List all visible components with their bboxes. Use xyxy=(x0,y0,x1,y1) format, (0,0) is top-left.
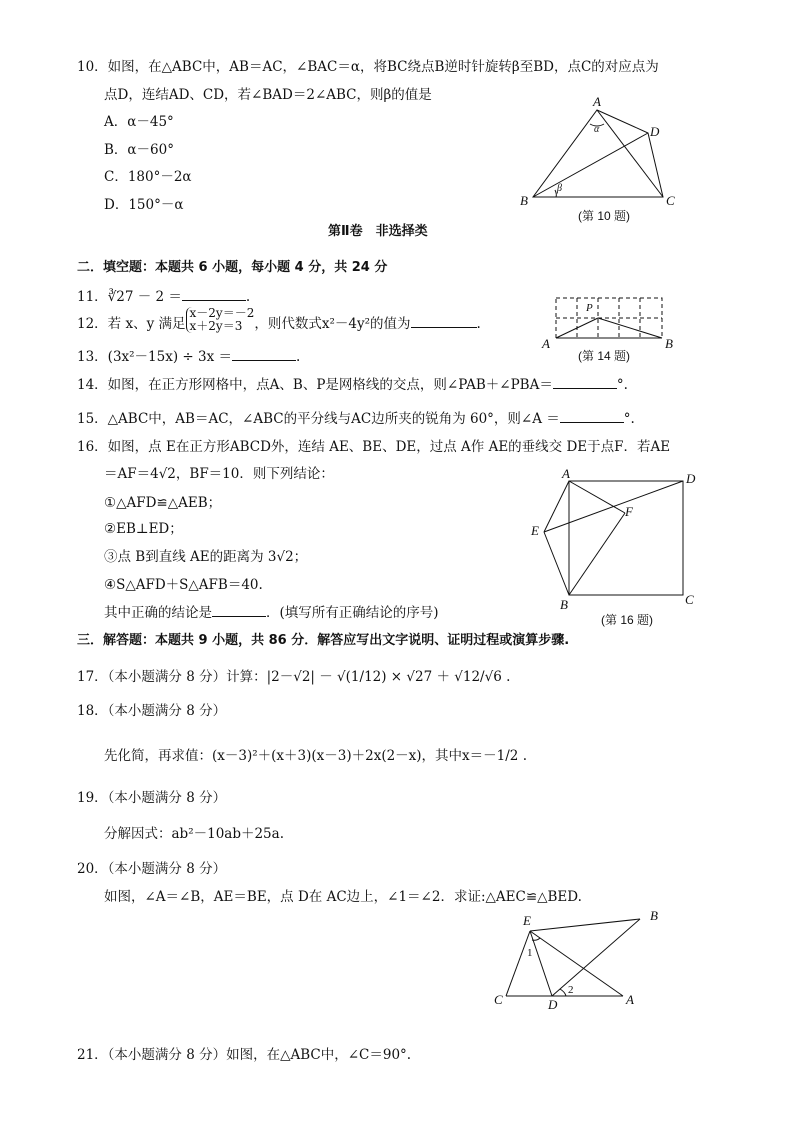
q10-line1: 10．如图，在△ABC中，AB＝AC，∠BAC＝α，将BC绕点B逆时针旋转β至BD，点C的对应点为 xyxy=(77,59,659,75)
q16-label-b: B xyxy=(560,597,568,612)
q10-option-d: D．150°－α xyxy=(104,197,184,213)
q10-label-b: B xyxy=(520,193,528,208)
q12-text: 12．若 x、y 满足 x－2y＝－2 x＋2y＝3 ，则代数式x²－4y²的值为 . xyxy=(77,305,481,333)
q10-line2: 点D，连结AD、CD，若∠BAD＝2∠ABC，则β的值是 xyxy=(104,87,432,103)
q10-angle-alpha: α xyxy=(594,124,600,135)
q19-head: 19．（本小题满分 8 分） xyxy=(77,790,227,806)
q14-label-p: P xyxy=(586,302,593,314)
q10-option-c: C．180°－2α xyxy=(104,169,192,185)
q16-label-a: A xyxy=(562,466,570,481)
q15-text: 15．△ABC中，AB＝AC，∠ABC的平分线与AC边所夹的锐角为 60°，则∠A ＝ °. xyxy=(77,411,635,427)
q14-label-a: A xyxy=(542,336,550,351)
q16-label-e: E xyxy=(531,523,539,538)
q14-label-b: B xyxy=(665,336,673,351)
q10-label-c: C xyxy=(666,193,675,208)
q12-eq1: x－2y＝－2 xyxy=(189,305,255,320)
q20-label-e: E xyxy=(523,913,531,928)
q13-text: 13．(3x²－15x) ÷ 3x ＝ . xyxy=(77,349,301,365)
q12-eq2: x＋2y＝3 xyxy=(189,318,243,333)
q16-item-3: ③点 B到直线 AE的距离为 3√2； xyxy=(104,549,308,565)
q20-label-c: C xyxy=(494,992,503,1007)
q16-label-d: D xyxy=(686,471,696,486)
q11-text: 11．∛27 － 2 ＝ . xyxy=(77,289,251,305)
q14-text: 14．如图，在正方形网格中，点A、B、P是网格线的交点，则∠PAB＋∠PBA＝ °. xyxy=(77,377,628,393)
section2-title: 第Ⅱ卷 非选择类 xyxy=(328,224,428,239)
part2-heading: 二．填空题：本题共 6 小题，每小题 4 分，共 24 分 xyxy=(77,260,388,275)
q21-text: 21．（本小题满分 8 分）如图，在△ABC中，∠C＝90°. xyxy=(77,1047,412,1063)
q18-head: 18．（本小题满分 8 分） xyxy=(77,703,227,719)
q10-option-a: A．α－45° xyxy=(104,114,174,130)
q16-line2: ＝AF＝4√2，BF＝10．则下列结论： xyxy=(104,466,334,482)
q10-option-b: B．α－60° xyxy=(104,142,174,158)
q14-caption: (第 14 题) xyxy=(578,349,631,363)
q20-label-a: A xyxy=(626,992,634,1007)
q20-label-b: B xyxy=(650,908,658,923)
q10-angle-beta: β xyxy=(557,183,562,194)
q16-item-1: ①△AFD≌△AEB； xyxy=(104,495,222,511)
q16-label-f: F xyxy=(625,504,633,519)
q20-body: 如图，∠A＝∠B，AE＝BE，点 D在 AC边上，∠1＝∠2．求证:△AEC≌△BED. xyxy=(104,889,582,905)
q16-line1: 16．如图，点 E在正方形ABCD外，连结 AE、BE、DE，过点 A作 AE的垂线交 DE于点F．若AE xyxy=(77,439,671,455)
q10-label-d: D xyxy=(650,124,660,139)
q20-angle-1: 1 xyxy=(527,947,533,959)
part3-heading: 三．解答题：本题共 9 小题，共 86 分．解答应写出文字说明、证明过程或演算步骤. xyxy=(77,633,570,648)
q17-text: 17．（本小题满分 8 分）计算：|2－√2| － √(1/12) × √27 ＋ √12/√6 . xyxy=(77,669,511,685)
q16-answer-line: 其中正确的结论是 ．(填写所有正确结论的序号) xyxy=(104,605,439,621)
q18-body: 先化简，再求值：(x－3)²＋(x＋3)(x－3)＋2x(2－x)，其中x＝－1/2 . xyxy=(104,748,527,764)
q19-body: 分解因式：ab²－10ab＋25a. xyxy=(104,826,284,842)
q16-item-4: ④S△AFD＋S△AFB＝40. xyxy=(104,577,263,593)
q10-label-a: A xyxy=(593,94,601,109)
q16-item-2: ②EB⊥ED； xyxy=(104,521,183,537)
q10-caption: (第 10 题) xyxy=(578,209,631,223)
q16-caption: (第 16 题) xyxy=(601,613,654,627)
q20-label-d: D xyxy=(548,997,558,1012)
q20-head: 20．（本小题满分 8 分） xyxy=(77,861,227,877)
q16-label-c: C xyxy=(685,592,694,607)
q20-angle-2: 2 xyxy=(568,984,574,996)
